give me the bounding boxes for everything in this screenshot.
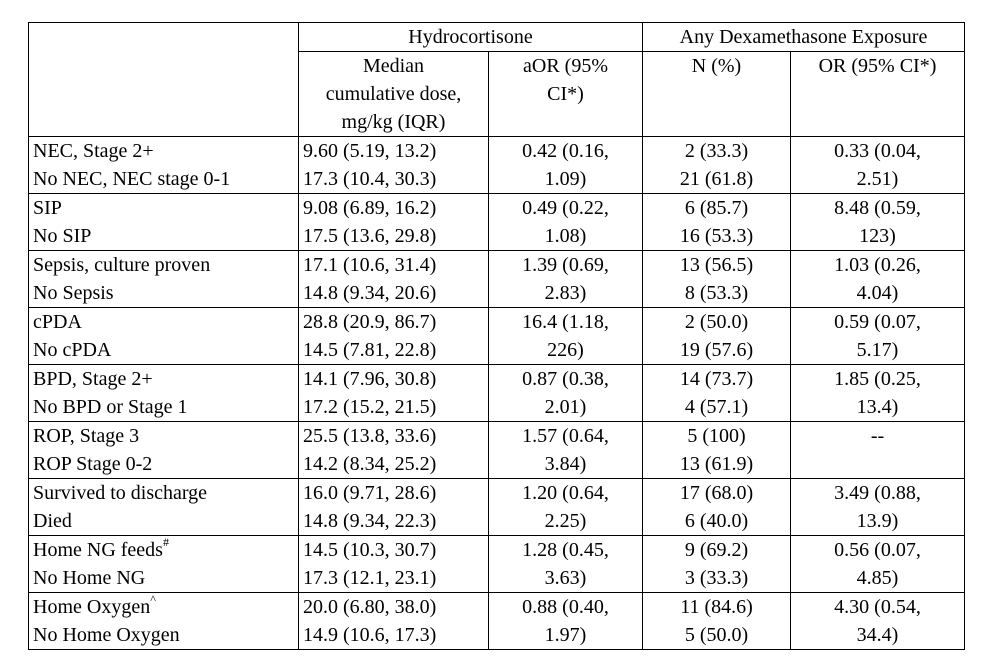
aor-value — [489, 593, 643, 650]
or-value-line — [795, 564, 960, 592]
n-percent-value-text: 13 (56.5) — [679, 254, 754, 276]
or-value-text: 34.4) — [856, 624, 899, 646]
median-dose-line — [303, 479, 484, 507]
median-dose-text: 14.8 (9.34, 20.6) — [303, 282, 437, 304]
or-value — [791, 536, 965, 593]
n-percent-value-text: 4 (57.1) — [684, 396, 749, 418]
median-dose-text: 14.9 (10.6, 17.3) — [303, 624, 437, 646]
aor-value-line — [493, 450, 638, 478]
or-value — [791, 194, 965, 251]
median-dose-text: 14.2 (8.34, 25.2) — [303, 453, 437, 475]
outcome-label-text: Home NG feeds — [33, 539, 163, 561]
or-value-line — [795, 479, 960, 507]
median-dose-line — [303, 137, 484, 165]
n-percent-value-line — [647, 564, 786, 592]
outcome-label-text: cPDA — [33, 311, 82, 333]
outcome-label-text: No Home NG — [33, 567, 146, 589]
header-aor-line: aOR (95% — [523, 55, 608, 77]
aor-value-text: 0.87 (0.38, — [522, 368, 609, 390]
n-percent-value-text: 8 (53.3) — [684, 282, 749, 304]
aor-value-line — [493, 222, 638, 250]
aor-value — [489, 479, 643, 536]
median-dose-line — [303, 222, 484, 250]
or-value-text: 0.59 (0.07, — [834, 311, 921, 333]
aor-value-line — [493, 479, 638, 507]
outcome-label-line — [33, 251, 294, 279]
or-value-text: 2.51) — [856, 168, 899, 190]
aor-value-text: 1.28 (0.45, — [522, 539, 609, 561]
aor-value-line — [493, 422, 638, 450]
aor-value — [489, 251, 643, 308]
n-percent-value-text: 21 (61.8) — [679, 168, 754, 190]
or-value-text: 1.85 (0.25, — [834, 368, 921, 390]
aor-value-text: 1.97) — [544, 624, 587, 646]
aor-value — [489, 137, 643, 194]
or-value-line — [795, 279, 960, 307]
n-percent-value-line — [647, 479, 786, 507]
outcome-label-line — [33, 393, 294, 421]
median-dose-text: 14.1 (7.96, 30.8) — [303, 368, 437, 390]
outcome-label-line — [33, 621, 294, 649]
table-row — [29, 422, 965, 479]
n-percent-value-text: 11 (84.6) — [680, 596, 753, 618]
outcome-label — [29, 308, 299, 365]
median-dose — [299, 251, 489, 308]
outcome-label-line — [33, 564, 294, 592]
header-or: OR (95% CI*) — [791, 52, 965, 137]
outcome-label-text: Survived to discharge — [33, 482, 208, 504]
or-value-text: 8.48 (0.59, — [834, 197, 921, 219]
median-dose — [299, 194, 489, 251]
or-value-line — [795, 137, 960, 165]
footnote-marker: # — [162, 535, 169, 550]
header-median-line: mg/kg (IQR) — [341, 111, 446, 133]
median-dose-line — [303, 308, 484, 336]
header-median-line: cumulative dose, — [325, 83, 462, 105]
aor-value-text: 2.25) — [544, 510, 587, 532]
aor-value-text: 0.88 (0.40, — [522, 596, 609, 618]
n-percent-value — [643, 593, 791, 650]
n-percent-value — [643, 251, 791, 308]
median-dose-text: 17.2 (15.2, 21.5) — [303, 396, 437, 418]
outcome-label-text: Home Oxygen — [33, 596, 151, 618]
aor-value-text: 2.83) — [544, 282, 587, 304]
n-percent-value-line — [647, 308, 786, 336]
n-percent-value-line — [647, 593, 786, 621]
n-percent-value-line — [647, 279, 786, 307]
or-value-text: 4.30 (0.54, — [834, 596, 921, 618]
outcome-label — [29, 365, 299, 422]
or-value-text: 13.9) — [856, 510, 899, 532]
aor-value-text: 1.08) — [544, 225, 587, 247]
outcome-label-text: No Home Oxygen — [33, 624, 180, 646]
outcome-label-text: No Sepsis — [33, 282, 114, 304]
or-value-line — [795, 536, 960, 564]
median-dose — [299, 593, 489, 650]
or-value-text: 0.56 (0.07, — [834, 539, 921, 561]
outcome-label-text: SIP — [33, 197, 62, 219]
aor-value-line — [493, 336, 638, 364]
median-dose-text: 17.3 (12.1, 23.1) — [303, 567, 437, 589]
n-percent-value-line — [647, 222, 786, 250]
aor-value — [489, 422, 643, 479]
header-corner-cell — [29, 23, 299, 137]
aor-value-text: 16.4 (1.18, — [522, 311, 609, 333]
table-row — [29, 251, 965, 308]
or-value-line — [795, 621, 960, 649]
outcome-label — [29, 593, 299, 650]
aor-value-line — [493, 308, 638, 336]
aor-value-text: 1.57 (0.64, — [522, 425, 609, 447]
outcome-label-line — [33, 279, 294, 307]
aor-value — [489, 194, 643, 251]
or-value-text: 4.85) — [856, 567, 899, 589]
n-percent-value-line — [647, 336, 786, 364]
n-percent-value — [643, 137, 791, 194]
aor-value-line — [493, 279, 638, 307]
median-dose-text: 14.5 (7.81, 22.8) — [303, 339, 437, 361]
aor-value-text: 3.63) — [544, 567, 587, 589]
n-percent-value-line — [647, 393, 786, 421]
n-percent-value-line — [647, 165, 786, 193]
median-dose — [299, 422, 489, 479]
n-percent-value — [643, 479, 791, 536]
aor-value — [489, 536, 643, 593]
outcome-label-text: BPD, Stage 2+ — [33, 368, 153, 390]
header-median-dose — [299, 52, 489, 137]
table-body — [29, 23, 965, 650]
n-percent-value-text: 5 (100) — [687, 425, 746, 447]
aor-value-line — [493, 165, 638, 193]
outcome-label-line — [33, 308, 294, 336]
outcome-label-line — [33, 165, 294, 193]
median-dose-line — [303, 621, 484, 649]
median-dose-text: 9.08 (6.89, 16.2) — [303, 197, 437, 219]
or-value — [791, 593, 965, 650]
median-dose-line — [303, 393, 484, 421]
outcome-label-line — [33, 507, 294, 535]
aor-value — [489, 365, 643, 422]
n-percent-value-line — [647, 422, 786, 450]
aor-value-line — [493, 194, 638, 222]
n-percent-value-text: 6 (40.0) — [684, 510, 749, 532]
outcome-label-text: NEC, Stage 2+ — [33, 140, 154, 162]
median-dose-line — [303, 336, 484, 364]
outcome-label — [29, 251, 299, 308]
median-dose-line — [303, 251, 484, 279]
header-dexamethasone: Any Dexamethasone Exposure — [643, 23, 965, 52]
outcome-label-text: No SIP — [33, 225, 92, 247]
n-percent-value — [643, 194, 791, 251]
n-percent-value — [643, 422, 791, 479]
median-dose-text: 17.1 (10.6, 31.4) — [303, 254, 437, 276]
or-value — [791, 251, 965, 308]
median-dose — [299, 536, 489, 593]
median-dose-text: 14.8 (9.34, 22.3) — [303, 510, 437, 532]
n-percent-value — [643, 536, 791, 593]
n-percent-value-text: 2 (50.0) — [684, 311, 749, 333]
outcomes-table — [28, 22, 965, 650]
median-dose-line — [303, 450, 484, 478]
median-dose-line — [303, 194, 484, 222]
or-value — [791, 479, 965, 536]
outcome-label — [29, 479, 299, 536]
outcome-label — [29, 194, 299, 251]
aor-value — [489, 308, 643, 365]
outcome-label-line — [33, 365, 294, 393]
or-value-line — [795, 194, 960, 222]
or-value-text: 5.17) — [856, 339, 899, 361]
n-percent-value-line — [647, 507, 786, 535]
n-percent-value-line — [647, 536, 786, 564]
outcome-label-text: No cPDA — [33, 339, 112, 361]
median-dose-text: 16.0 (9.71, 28.6) — [303, 482, 437, 504]
aor-value-line — [493, 393, 638, 421]
n-percent-value-text: 14 (73.7) — [679, 368, 754, 390]
or-value-line — [795, 593, 960, 621]
table-row — [29, 593, 965, 650]
aor-value-line — [493, 593, 638, 621]
header-n-percent: N (%) — [643, 52, 791, 137]
table-row — [29, 308, 965, 365]
or-value-line — [795, 507, 960, 535]
outcome-label — [29, 536, 299, 593]
n-percent-value — [643, 308, 791, 365]
median-dose-line — [303, 279, 484, 307]
median-dose-text: 25.5 (13.8, 33.6) — [303, 425, 437, 447]
n-percent-value-text: 5 (50.0) — [684, 624, 749, 646]
or-value: -- — [791, 422, 965, 479]
n-percent-value-text: 13 (61.9) — [679, 453, 754, 475]
n-percent-value-text: 19 (57.6) — [679, 339, 754, 361]
outcome-label-line — [33, 422, 294, 450]
header-median-line: Median — [362, 55, 425, 77]
n-percent-value-line — [647, 365, 786, 393]
median-dose-text: 9.60 (5.19, 13.2) — [303, 140, 437, 162]
aor-value-line — [493, 137, 638, 165]
aor-value-text: 3.84) — [544, 453, 587, 475]
footnote-marker: ^ — [150, 592, 156, 607]
aor-value-text: 1.39 (0.69, — [522, 254, 609, 276]
n-percent-value-line — [647, 194, 786, 222]
or-value-line — [795, 365, 960, 393]
median-dose-line — [303, 422, 484, 450]
outcome-label-text: Sepsis, culture proven — [33, 254, 211, 276]
table-row — [29, 365, 965, 422]
median-dose-text: 17.3 (10.4, 30.3) — [303, 168, 437, 190]
outcome-label-text: No NEC, NEC stage 0-1 — [33, 168, 231, 190]
outcome-label-line — [33, 137, 294, 165]
or-value-text: 3.49 (0.88, — [834, 482, 921, 504]
median-dose — [299, 308, 489, 365]
table-row — [29, 536, 965, 593]
median-dose-line — [303, 165, 484, 193]
or-value-text: 1.03 (0.26, — [834, 254, 921, 276]
median-dose — [299, 365, 489, 422]
or-value — [791, 365, 965, 422]
outcome-label — [29, 137, 299, 194]
median-dose-line — [303, 365, 484, 393]
n-percent-value-line — [647, 621, 786, 649]
or-value-line — [795, 165, 960, 193]
or-value — [791, 308, 965, 365]
aor-value-line — [493, 564, 638, 592]
aor-value-line — [493, 536, 638, 564]
outcome-label-line — [33, 194, 294, 222]
median-dose-text: 28.8 (20.9, 86.7) — [303, 311, 437, 333]
n-percent-value-line — [647, 251, 786, 279]
median-dose-line — [303, 536, 484, 564]
n-percent-value-text: 3 (33.3) — [684, 567, 749, 589]
n-percent-value-text: 9 (69.2) — [684, 539, 749, 561]
outcome-label — [29, 422, 299, 479]
outcome-label-line — [33, 536, 294, 564]
n-percent-value-text: 6 (85.7) — [684, 197, 749, 219]
header-aor-line: CI*) — [547, 83, 584, 105]
n-percent-value-line — [647, 450, 786, 478]
n-percent-value-text: 2 (33.3) — [684, 140, 749, 162]
median-dose-line — [303, 507, 484, 535]
outcome-label-line — [33, 479, 294, 507]
or-value-line — [795, 336, 960, 364]
or-value-text: 13.4) — [856, 396, 899, 418]
outcome-label-line — [33, 593, 294, 621]
n-percent-value-text: 16 (53.3) — [679, 225, 754, 247]
n-percent-value-text: 17 (68.0) — [679, 482, 754, 504]
or-value-text: 4.04) — [856, 282, 899, 304]
table-row — [29, 479, 965, 536]
median-dose — [299, 137, 489, 194]
table-row — [29, 137, 965, 194]
header-row-groups — [29, 23, 965, 52]
outcome-label-line — [33, 450, 294, 478]
or-value-line — [795, 222, 960, 250]
n-percent-value-line — [647, 137, 786, 165]
or-value — [791, 137, 965, 194]
aor-value-line — [493, 507, 638, 535]
or-value-text: 0.33 (0.04, — [834, 140, 921, 162]
aor-value-text: 0.49 (0.22, — [522, 197, 609, 219]
n-percent-value — [643, 365, 791, 422]
aor-value-line — [493, 621, 638, 649]
aor-value-line — [493, 365, 638, 393]
median-dose-text: 20.0 (6.80, 38.0) — [303, 596, 437, 618]
outcome-label-text: No BPD or Stage 1 — [33, 396, 188, 418]
median-dose-text: 14.5 (10.3, 30.7) — [303, 539, 437, 561]
aor-value-text: 226) — [547, 339, 584, 361]
or-value-line — [795, 393, 960, 421]
outcome-label-line — [33, 336, 294, 364]
or-value-line — [795, 308, 960, 336]
median-dose-line — [303, 564, 484, 592]
aor-value-text: 1.20 (0.64, — [522, 482, 609, 504]
header-aor — [489, 52, 643, 137]
aor-value-text: 2.01) — [544, 396, 587, 418]
outcome-label-text: ROP Stage 0-2 — [33, 453, 153, 475]
median-dose-line — [303, 593, 484, 621]
outcome-label-text: ROP, Stage 3 — [33, 425, 140, 447]
outcome-label-text: Died — [33, 510, 72, 532]
or-value-line — [795, 251, 960, 279]
or-value-text: 123) — [859, 225, 896, 247]
aor-value-text: 0.42 (0.16, — [522, 140, 609, 162]
outcome-label-line — [33, 222, 294, 250]
header-hydrocortisone: Hydrocortisone — [299, 23, 643, 52]
aor-value-line — [493, 251, 638, 279]
median-dose — [299, 479, 489, 536]
median-dose-text: 17.5 (13.6, 29.8) — [303, 225, 437, 247]
table-row — [29, 194, 965, 251]
aor-value-text: 1.09) — [544, 168, 587, 190]
